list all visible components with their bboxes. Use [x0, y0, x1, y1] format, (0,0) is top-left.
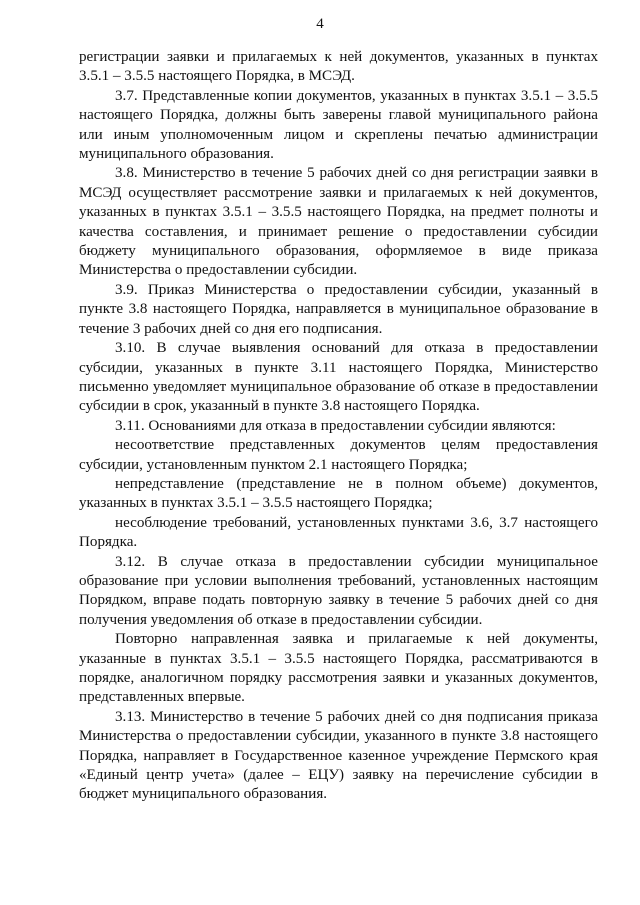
paragraph-3-8: 3.8. Министерство в течение 5 рабочих дней со дня регистрации заявки в МСЭД осуществляет рассмотрение заявки и прилагаемых к ней документов, указанных в пунктах 3.5.1 – 3.5.5 настоящего Порядка, на предмет полноты и качества составления, и принимает решение о предоставлении субсидии бюджету муниципального образования, оформляемое в виде приказа Министерства о предоставлении субсидии.: [79, 165, 598, 279]
paragraph-3-11: 3.11. Основаниями для отказа в предоставлении субсидии являются:: [115, 417, 556, 434]
list-item-refusal-ground-3: несоблюдение требований, установленных пунктами 3.6, 3.7 настоящего Порядка.: [79, 514, 598, 551]
list-item-refusal-ground-2: непредставление (представление не в полном объеме) документов, указанных в пунктах 3.5.1 – 3.5.5 настоящего Порядка;: [79, 475, 598, 512]
paragraph-3-12: 3.12. В случае отказа в предоставлении субсидии муниципальное образование при условии выполнения требований, установленных настоящим Порядком, вправе подать повторную заявку в течение 5 рабочих дней со дня получения уведомления об отказе в предоставлении субсидии.: [79, 553, 598, 628]
paragraph-3-9: 3.9. Приказ Министерства о предоставлении субсидии, указанный в пункте 3.8 настоящего Порядка, направляется в муниципальное образование в течение 3 рабочих дней со дня его подписания.: [79, 281, 598, 337]
paragraph-3-13: 3.13. Министерство в течение 5 рабочих дней со дня подписания приказа Министерства о предоставлении субсидии, указанного в пункте 3.8 настоящего Порядка, направляет в Государственное казенное учреждение Пермского края «Единый центр учета» (далее – ЕЦУ) заявку на перечисление субсидии в бюджет муниципального образования.: [79, 708, 598, 803]
page-number: 4: [316, 16, 324, 32]
paragraph-3-7: 3.7. Представленные копии документов, указанных в пунктах 3.5.1 – 3.5.5 настоящего Порядка, должны быть заверены главой муниципального района или иным уполномоченным лицом и скреплены печатью администрации муниципального образования.: [79, 87, 598, 163]
paragraph-continuation: регистрации заявки и прилагаемых к ней документов, указанных в пунктах 3.5.1 – 3.5.5 настоящего Порядка, в МСЭД.: [79, 49, 598, 85]
paragraph-3-10: 3.10. В случае выявления оснований для отказа в предоставлении субсидии, указанных в пункте 3.11 настоящего Порядка, Министерство письменно уведомляет муниципальное образование об отказе в предоставлении субсидии в срок, указанный в пункте 3.8 настоящего Порядка.: [79, 340, 598, 415]
paragraph-repeat-application: Повторно направленная заявка и прилагаемые к ней документы, указанные в пунктах 3.5.1 – 3.5.5 настоящего Порядка, рассматриваются в порядке, аналогичном порядку рассмотрения заявки и указанных документов, представленных впервые.: [79, 631, 598, 706]
document-body: [79, 48, 598, 805]
list-item-refusal-ground-1: несоответствие представленных документов целям предоставления субсидии, установленным пунктом 2.1 настоящего Порядка;: [79, 437, 598, 473]
